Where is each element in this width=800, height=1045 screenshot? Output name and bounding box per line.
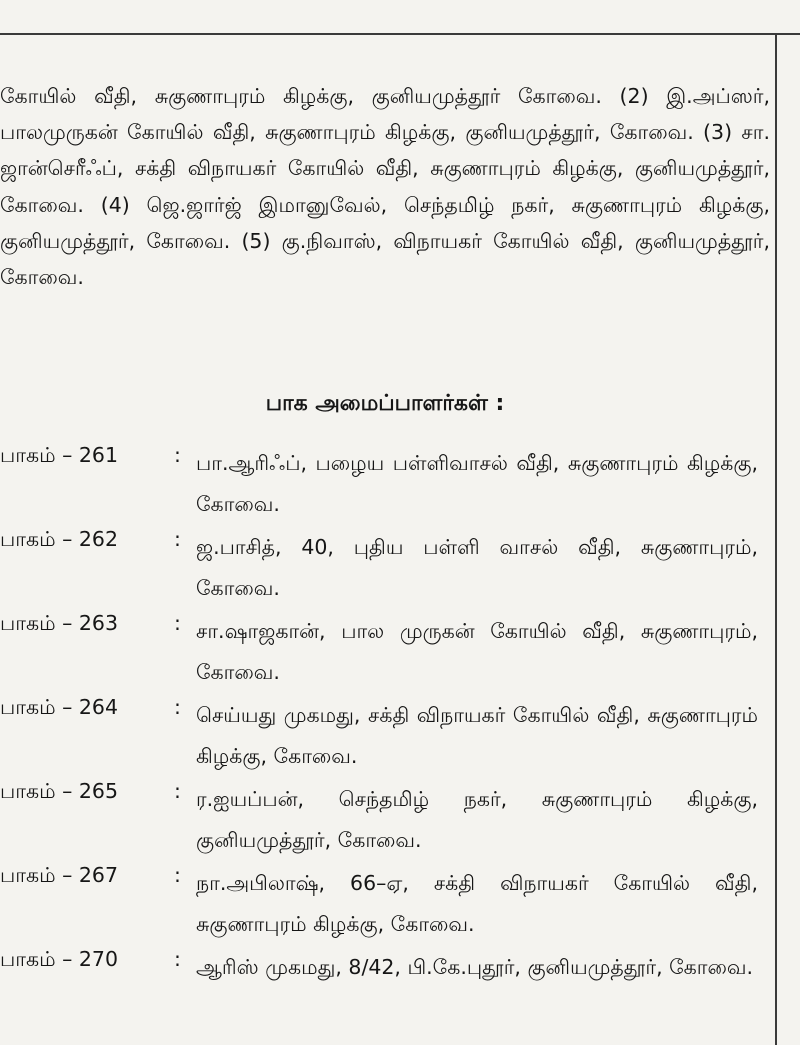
part-number: பாகம் – 267 [0, 863, 118, 887]
section-heading: பாக அமைப்பாளர்கள் : [265, 391, 505, 416]
entry-colon: : [174, 863, 181, 887]
part-number: பாகம் – 270 [0, 947, 118, 971]
entry-address: பா.ஆரிஃப், பழைய பள்ளிவாசல் வீதி, சுகுணாபுரம் கிழக்கு, கோவை. [196, 451, 758, 516]
part-number: பாகம் – 265 [0, 779, 118, 803]
part-number: பாகம் – 263 [0, 611, 118, 635]
entry-address: ஜ.பாசித், 40, புதிய பள்ளி வாசல் வீதி, சுகுணாபுரம், கோவை. [196, 535, 758, 600]
entry-colon: : [174, 443, 181, 467]
entry-address: நா.அபிலாஷ், 66–ஏ, சக்தி விநாயகர் கோயில் வீதி, சுகுணாபுரம் கிழக்கு, கோவை. [196, 871, 758, 936]
top-divider-line [0, 33, 800, 35]
entry-colon: : [174, 779, 181, 803]
entry-address: ஆரிஸ் முகமது, 8/42, பி.கே.புதூர், குனியமுத்தூர், கோவை. [196, 955, 754, 979]
entry-address: ர.ஐயப்பன், செந்தமிழ் நகர், சுகுணாபுரம் கிழக்கு, குனியமுத்தூர், கோவை. [196, 787, 758, 852]
entry-colon: : [174, 611, 181, 635]
entry-address: சா.ஷாஜகான், பால முருகன் கோயில் வீதி, சுகுணாபுரம், கோவை. [196, 619, 758, 684]
entry-colon: : [174, 527, 181, 551]
part-number: பாகம் – 264 [0, 695, 118, 719]
entry-colon: : [174, 695, 181, 719]
entry-address: செய்யது முகமது, சக்தி விநாயகர் கோயில் வீதி, சுகுணாபுரம் கிழக்கு, கோவை. [196, 703, 758, 768]
part-number: பாகம் – 261 [0, 443, 118, 467]
part-number: பாகம் – 262 [0, 527, 118, 551]
right-column-rule [775, 33, 777, 1045]
intro-paragraph: கோயில் வீதி, சுகுணாபுரம் கிழக்கு, குனியமுத்தூர் கோவை. (2) இ.அப்ஸர், பாலமுருகன் கோயில் வீதி, சுகுணாபுரம் கிழக்கு, குனியமுத்தூர், கோவை. (3) சா. ஜான்செரீஃப், சக்தி விநாயகர் கோயில் வீதி, சுகுணாபுரம் கிழக்கு, குனியமுத்தூர், கோவை. (4) ஜெ.ஜார்ஜ் இமானுவேல், செந்தமிழ் நகர், சுகுணாபுரம் கிழக்கு, குனியமுத்தூர், கோவை. (5) கு.நிவாஸ், விநாயகர் கோயில் வீதி, குனியமுத்தூர், கோவை. [0, 84, 770, 290]
entry-colon: : [174, 947, 181, 971]
